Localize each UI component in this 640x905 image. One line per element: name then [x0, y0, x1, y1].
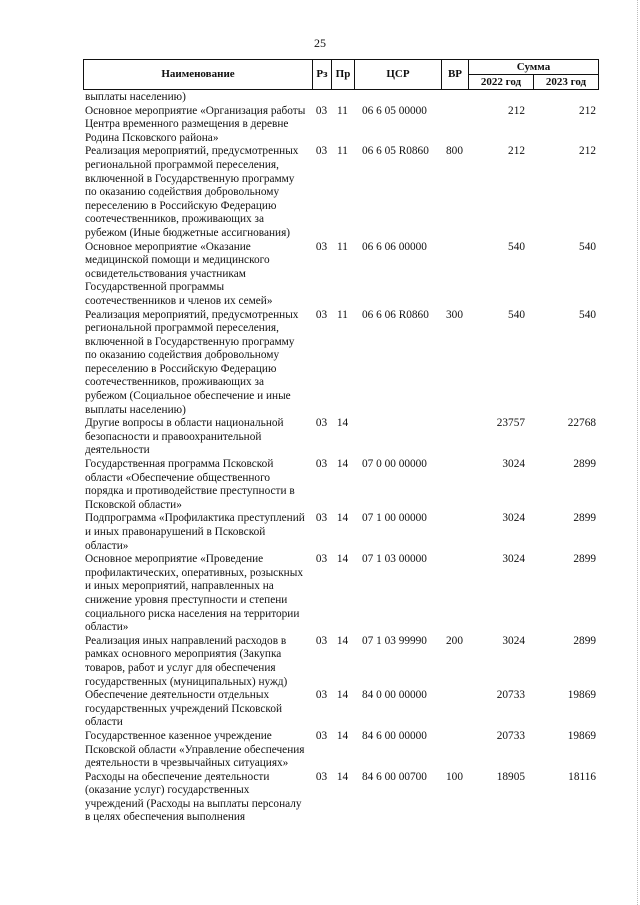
cell-y2022: 20733	[496, 689, 525, 702]
cell-vr	[441, 553, 468, 635]
header-year-2022: 2022 год	[469, 75, 534, 90]
cell-pr: 14	[336, 634, 349, 647]
header-sum: Сумма	[469, 60, 599, 75]
cell-y2023	[533, 91, 598, 105]
cell-name: Основное мероприятие «Проведение профилактических, оперативных, розыскных и иных мероприятий, направленных на снижение уровня преступности и степени социального риска населения на территории области»	[85, 553, 303, 634]
cell-y2022: 18905	[496, 770, 525, 783]
cell-csr: 07 1 03 99990	[362, 634, 427, 647]
scan-edge-artifact	[636, 0, 638, 905]
cell-name: Реализация мероприятий, предусмотренных региональной программой переселения, включенной в Государственную программу по оказанию содействия добровольному переселению в Российскую Федерацию соотечественников, проживающих за рубежом (Социальное обеспечение и иные выплаты населению)	[85, 308, 299, 416]
cell-pr: 11	[337, 240, 348, 253]
table-row	[83, 458, 598, 512]
cell-pr: 11	[337, 104, 348, 117]
cell-rz: 03	[315, 145, 328, 158]
cell-vr	[441, 241, 468, 309]
cell-rz: 03	[315, 512, 328, 525]
header-rz: Рз	[313, 60, 332, 90]
cell-vr	[441, 689, 468, 730]
cell-pr: 14	[336, 689, 349, 702]
cell-rz: 03	[315, 104, 328, 117]
cell-vr	[441, 512, 468, 553]
table-row	[83, 105, 598, 146]
cell-y2023: 22768	[567, 417, 596, 430]
cell-vr	[441, 91, 468, 105]
cell-csr	[354, 91, 441, 105]
table-row	[83, 635, 598, 689]
cell-csr: 06 6 06 R0860	[362, 308, 429, 321]
cell-y2022: 3024	[502, 553, 525, 566]
table-row	[83, 512, 598, 553]
table-row	[83, 730, 598, 771]
cell-rz: 03	[315, 729, 328, 742]
cell-rz	[312, 91, 331, 105]
cell-y2023: 2899	[573, 553, 596, 566]
budget-table-header	[83, 59, 599, 90]
cell-rz: 03	[315, 240, 328, 253]
header-year-2023: 2023 год	[534, 75, 599, 90]
cell-y2022	[468, 91, 533, 105]
cell-name: Реализация мероприятий, предусмотренных региональной программой переселения, включенной в Государственную программу по оказанию содействия добровольному переселению в Российскую Федерацию соотечественников, проживающих за рубежом (Иные бюджетные ассигнования)	[85, 145, 299, 239]
table-row	[83, 771, 598, 825]
cell-name: Основное мероприятие «Организация работы Центра временного размещения в деревне Родина Псковского района»	[85, 104, 306, 144]
table-row	[83, 689, 598, 730]
cell-csr: 06 6 05 R0860	[362, 145, 429, 158]
cell-pr: 14	[336, 553, 349, 566]
cell-rz: 03	[315, 417, 328, 430]
table-row	[83, 91, 598, 105]
cell-pr: 14	[336, 770, 349, 783]
cell-vr: 200	[446, 634, 463, 647]
cell-pr: 14	[336, 458, 349, 471]
cell-csr: 84 6 00 00000	[362, 729, 427, 742]
cell-pr: 14	[336, 729, 349, 742]
cell-pr: 14	[336, 417, 349, 430]
cell-pr: 11	[337, 308, 348, 321]
cell-name: Расходы на обеспечение деятельности (оказание услуг) государственных учреждений (Расходы на выплаты персоналу в целях обеспечения выполнения	[85, 770, 302, 824]
cell-vr	[441, 417, 468, 458]
budget-table-body	[83, 91, 598, 825]
cell-y2023: 212	[579, 145, 596, 158]
table-row	[83, 241, 598, 309]
cell-rz: 03	[315, 634, 328, 647]
cell-y2023: 2899	[573, 458, 596, 471]
cell-rz: 03	[315, 458, 328, 471]
header-csr: ЦСР	[355, 60, 442, 90]
cell-y2022: 3024	[502, 634, 525, 647]
cell-csr	[354, 417, 441, 458]
cell-y2022: 23757	[496, 417, 525, 430]
cell-vr: 100	[446, 770, 463, 783]
cell-csr: 06 6 06 00000	[362, 240, 427, 253]
table-row	[83, 309, 598, 418]
cell-csr: 07 0 00 00000	[362, 458, 427, 471]
cell-y2022: 212	[508, 145, 525, 158]
cell-vr	[441, 730, 468, 771]
cell-rz: 03	[315, 770, 328, 783]
cell-y2022: 3024	[502, 458, 525, 471]
cell-y2022: 540	[508, 308, 525, 321]
cell-csr: 06 6 05 00000	[362, 104, 427, 117]
cell-y2022: 212	[508, 104, 525, 117]
cell-y2022: 20733	[496, 729, 525, 742]
page-number: 25	[314, 36, 326, 50]
cell-vr: 800	[446, 145, 463, 158]
cell-vr	[441, 105, 468, 146]
cell-y2023: 540	[579, 240, 596, 253]
cell-name: Основное мероприятие «Оказание медицинской помощи и медицинского освидетельствования участникам Государственной программы соотечественников и членов их семей»	[85, 240, 273, 307]
cell-csr: 07 1 03 00000	[362, 553, 427, 566]
cell-y2023: 19869	[567, 729, 596, 742]
cell-y2023: 540	[579, 308, 596, 321]
cell-rz: 03	[315, 553, 328, 566]
cell-y2023: 19869	[567, 689, 596, 702]
cell-rz: 03	[315, 308, 328, 321]
cell-csr: 84 6 00 00700	[362, 770, 427, 783]
cell-name: Государственное казенное учреждение Псковской области «Управление обеспечения деятельности в чрезвычайных ситуациях»	[85, 729, 305, 770]
cell-y2023: 212	[579, 104, 596, 117]
cell-pr: 11	[337, 145, 348, 158]
cell-y2023: 18116	[568, 770, 596, 783]
cell-name: выплаты населению)	[85, 91, 186, 103]
cell-pr: 14	[336, 512, 349, 525]
cell-rz: 03	[315, 689, 328, 702]
table-row	[83, 553, 598, 635]
table-row	[83, 145, 598, 240]
header-pr: Пр	[332, 60, 355, 90]
cell-name: Реализация иных направлений расходов в рамках основного мероприятия (Закупка товаров, работ и услуг для обеспечения государственных (муниципальных) нужд)	[85, 634, 288, 688]
cell-vr: 300	[446, 308, 463, 321]
cell-y2023: 2899	[573, 512, 596, 525]
cell-name: Подпрограмма «Профилактика преступлений и иных правонарушений в Псковской области»	[85, 512, 305, 552]
cell-y2023: 2899	[573, 634, 596, 647]
cell-y2022: 3024	[502, 512, 525, 525]
cell-csr: 07 1 00 00000	[362, 512, 427, 525]
cell-csr: 84 0 00 00000	[362, 689, 427, 702]
header-name: Наименование	[84, 60, 313, 90]
table-row	[83, 417, 598, 458]
cell-name: Обеспечение деятельности отдельных государственных учреждений Псковской области	[85, 689, 283, 729]
header-vr: ВР	[442, 60, 469, 90]
cell-name: Другие вопросы в области национальной безопасности и правоохранительной деятельности	[85, 417, 284, 457]
cell-vr	[441, 458, 468, 512]
cell-y2022: 540	[508, 240, 525, 253]
cell-pr	[331, 91, 354, 105]
cell-name: Государственная программа Псковской области «Обеспечение общественного порядка и противодействие преступности в Псковской области»	[85, 458, 295, 511]
